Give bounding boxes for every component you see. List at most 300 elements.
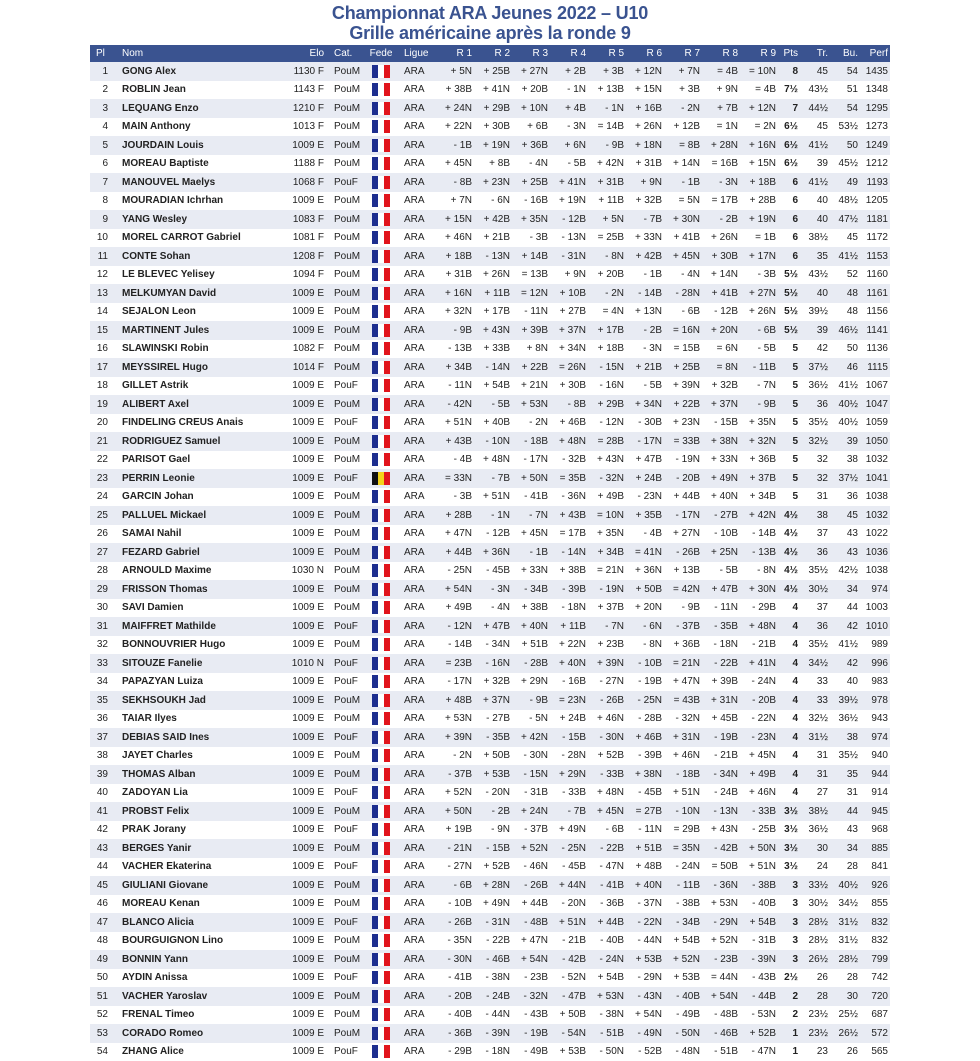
cell-player-name[interactable]: PAPAZYAN Luiza bbox=[122, 676, 203, 688]
cell-points: 4½ bbox=[784, 565, 798, 577]
table-row[interactable] bbox=[90, 488, 890, 507]
cell-round-2: + 41N bbox=[483, 84, 510, 96]
cell-player-name[interactable]: SEKHSOUKH Jad bbox=[122, 694, 206, 706]
cell-round-1: - 41B bbox=[448, 972, 472, 984]
cell-player-name[interactable]: MELKUMYAN David bbox=[122, 287, 217, 299]
cell-round-9: + 50N bbox=[749, 842, 776, 854]
table-row[interactable] bbox=[90, 747, 890, 766]
cell-tiebreak-tr: 24 bbox=[816, 861, 828, 873]
table-header-row bbox=[90, 45, 890, 62]
cell-round-3: - 15N bbox=[523, 768, 548, 780]
cell-player-name[interactable]: BOURGUIGNON Lino bbox=[122, 935, 224, 947]
cell-round-5: - 51B bbox=[600, 1027, 624, 1039]
cell-points: 4½ bbox=[784, 509, 798, 521]
cell-elo: 1009 E bbox=[292, 805, 324, 817]
col-header-r9[interactable]: R 9 bbox=[760, 48, 776, 59]
table-row[interactable] bbox=[90, 303, 890, 322]
cell-player-name[interactable]: CORADO Romeo bbox=[122, 1027, 204, 1039]
cell-round-7: = 15B bbox=[673, 343, 700, 355]
cell-player-name[interactable]: SEJALON Leon bbox=[122, 306, 196, 318]
cell-league: ARA bbox=[404, 565, 425, 577]
table-row[interactable] bbox=[90, 1024, 890, 1043]
col-header-nom[interactable]: Nom bbox=[122, 48, 144, 59]
cell-federation bbox=[366, 284, 396, 303]
cell-place: 33 bbox=[96, 657, 108, 669]
cell-tiebreak-tr: 44½ bbox=[808, 102, 828, 114]
cell-round-7: - 1B bbox=[681, 176, 700, 188]
cell-round-2: + 11B bbox=[484, 287, 510, 299]
col-header-perf[interactable]: Perf bbox=[869, 48, 888, 59]
cell-player-name[interactable]: PARISOT Gael bbox=[122, 454, 191, 466]
table-row[interactable] bbox=[90, 599, 890, 618]
cell-round-4: = 26N bbox=[559, 361, 586, 373]
cell-player-name[interactable]: ZHANG Alice bbox=[122, 1046, 184, 1058]
cell-federation bbox=[366, 747, 396, 766]
cell-place: 23 bbox=[96, 472, 108, 484]
cell-round-2: + 33B bbox=[483, 343, 510, 355]
table-row[interactable] bbox=[90, 932, 890, 951]
cell-round-5: + 52B bbox=[597, 750, 624, 762]
france-flag-icon bbox=[372, 805, 390, 818]
cell-league: ARA bbox=[404, 602, 425, 614]
cell-category: PouM bbox=[334, 528, 361, 540]
cell-elo: 1009 E bbox=[292, 898, 324, 910]
flag-stripe bbox=[384, 564, 390, 577]
table-row[interactable] bbox=[90, 673, 890, 692]
cell-round-1: + 53N bbox=[445, 713, 472, 725]
table-row[interactable] bbox=[90, 1006, 890, 1025]
cell-player-name[interactable]: TAIAR Ilyes bbox=[122, 713, 177, 725]
col-header-bu[interactable]: Bu. bbox=[842, 48, 858, 59]
table-row[interactable] bbox=[90, 895, 890, 914]
cell-place: 39 bbox=[96, 768, 108, 780]
cell-player-name[interactable]: MEYSSIREL Hugo bbox=[122, 361, 208, 373]
cell-league: ARA bbox=[404, 306, 425, 318]
table-row[interactable] bbox=[90, 358, 890, 377]
table-row[interactable] bbox=[90, 654, 890, 673]
table-row[interactable] bbox=[90, 414, 890, 433]
cell-player-name[interactable]: GILLET Astrik bbox=[122, 380, 189, 392]
cell-round-5: - 27N bbox=[599, 676, 624, 688]
cell-round-9: - 25B bbox=[752, 824, 776, 836]
cell-player-name[interactable]: MOREL CARROT Gabriel bbox=[122, 232, 241, 244]
cell-performance: 1115 bbox=[867, 361, 888, 373]
flag-stripe bbox=[384, 657, 390, 670]
cell-player-name[interactable]: PERRIN Leonie bbox=[122, 472, 195, 484]
cell-round-7: + 44B bbox=[673, 491, 700, 503]
flag-stripe bbox=[384, 194, 390, 207]
cell-round-3: - 49B bbox=[524, 1046, 548, 1058]
cell-player-name[interactable]: LEQUANG Enzo bbox=[122, 102, 199, 114]
cell-player-name[interactable]: VACHER Yaroslav bbox=[122, 990, 208, 1002]
cell-player-name[interactable]: BLANCO Alicia bbox=[122, 916, 194, 928]
cell-round-1: - 11N bbox=[448, 380, 472, 392]
table-row[interactable] bbox=[90, 784, 890, 803]
table-row[interactable] bbox=[90, 136, 890, 155]
cell-round-1: + 39N bbox=[445, 731, 472, 743]
cell-round-2: + 23N bbox=[483, 176, 510, 188]
cell-round-7: + 25B bbox=[673, 361, 700, 373]
france-flag-icon bbox=[372, 842, 390, 855]
cell-performance: 885 bbox=[871, 842, 888, 854]
cell-player-name[interactable]: MOREAU Kenan bbox=[122, 898, 200, 910]
col-header-r1[interactable]: R 1 bbox=[456, 48, 472, 59]
cell-round-3: + 45N bbox=[521, 528, 548, 540]
table-row[interactable] bbox=[90, 691, 890, 710]
cell-league: ARA bbox=[404, 491, 425, 503]
table-row[interactable] bbox=[90, 340, 890, 359]
table-row[interactable] bbox=[90, 913, 890, 932]
cell-points: 4 bbox=[792, 750, 798, 762]
table-row[interactable] bbox=[90, 821, 890, 840]
cell-league: ARA bbox=[404, 713, 425, 725]
cell-place: 52 bbox=[96, 1009, 108, 1021]
cell-round-9: + 49B bbox=[749, 768, 776, 780]
cell-round-2: - 9N bbox=[491, 824, 510, 836]
cell-round-4: - 32B bbox=[562, 454, 586, 466]
france-flag-icon bbox=[372, 1045, 390, 1058]
cell-player-name[interactable]: VACHER Ekaterina bbox=[122, 861, 212, 873]
cell-tiebreak-tr: 30½ bbox=[808, 583, 828, 595]
table-row[interactable] bbox=[90, 710, 890, 729]
cell-tiebreak-tr: 31 bbox=[816, 491, 828, 503]
cell-round-2: - 27B bbox=[486, 713, 510, 725]
col-header-r3[interactable]: R 3 bbox=[532, 48, 548, 59]
table-row[interactable] bbox=[90, 247, 890, 266]
cell-player-name[interactable]: PALLUEL Mickael bbox=[122, 509, 207, 521]
cell-points: 4 bbox=[792, 731, 798, 743]
cell-player-name[interactable]: BONNOUVRIER Hugo bbox=[122, 639, 226, 651]
cell-round-8: + 32B bbox=[711, 380, 738, 392]
table-row[interactable] bbox=[90, 802, 890, 821]
france-flag-icon bbox=[372, 916, 390, 929]
table-row[interactable] bbox=[90, 987, 890, 1006]
cell-performance: 974 bbox=[871, 583, 888, 595]
table-row[interactable] bbox=[90, 284, 890, 303]
table-row[interactable] bbox=[90, 765, 890, 784]
cell-round-8: + 28N bbox=[711, 139, 738, 151]
table-row[interactable] bbox=[90, 950, 890, 969]
cell-federation bbox=[366, 913, 396, 932]
cell-performance: 1041 bbox=[865, 472, 888, 484]
cell-round-7: - 40B bbox=[676, 990, 700, 1002]
flag-stripe bbox=[384, 934, 390, 947]
cell-tiebreak-tr: 23½ bbox=[808, 1027, 828, 1039]
cell-round-9: + 54B bbox=[749, 916, 776, 928]
table-row[interactable] bbox=[90, 229, 890, 248]
cell-round-6: - 23N bbox=[637, 491, 662, 503]
cell-round-2: - 18N bbox=[485, 1046, 510, 1058]
cell-federation bbox=[366, 1043, 396, 1061]
cell-player-name[interactable]: ROBLIN Jean bbox=[122, 84, 186, 96]
cell-league: ARA bbox=[404, 528, 425, 540]
cell-player-name[interactable]: THOMAS Alban bbox=[122, 768, 196, 780]
cell-player-name[interactable]: FRENAL Timeo bbox=[122, 1009, 195, 1021]
cell-round-5: - 19N bbox=[599, 583, 624, 595]
table-row[interactable] bbox=[90, 876, 890, 895]
col-header-r4[interactable]: R 4 bbox=[570, 48, 586, 59]
cell-round-5: + 45N bbox=[597, 805, 624, 817]
cell-league: ARA bbox=[404, 879, 425, 891]
cell-round-8: + 14N bbox=[711, 269, 738, 281]
cell-round-3: - 28B bbox=[524, 657, 548, 669]
cell-player-name[interactable]: DEBIAS SAID Ines bbox=[122, 731, 210, 743]
cell-round-9: = 1B bbox=[755, 232, 776, 244]
flag-stripe bbox=[384, 583, 390, 596]
cell-player-name[interactable]: CONTE Sohan bbox=[122, 250, 191, 262]
table-row[interactable] bbox=[90, 395, 890, 414]
page-header bbox=[0, 0, 980, 43]
table-row[interactable] bbox=[90, 377, 890, 396]
cell-round-9: = 4B bbox=[755, 84, 776, 96]
cell-player-name[interactable]: FRISSON Thomas bbox=[122, 583, 208, 595]
cell-points: 8 bbox=[792, 65, 798, 77]
cell-round-5: + 46N bbox=[597, 713, 624, 725]
cell-category: PouM bbox=[334, 398, 361, 410]
table-row[interactable] bbox=[90, 432, 890, 451]
cell-federation bbox=[366, 728, 396, 747]
col-header-r7[interactable]: R 7 bbox=[684, 48, 700, 59]
cell-place: 12 bbox=[96, 269, 108, 281]
cell-federation bbox=[366, 266, 396, 285]
cell-player-name[interactable]: JOURDAIN Louis bbox=[122, 139, 204, 151]
cell-player-name[interactable]: ZADOYAN Lia bbox=[122, 787, 188, 799]
table-row[interactable] bbox=[90, 1043, 890, 1061]
cell-round-6: + 38N bbox=[635, 768, 662, 780]
flag-stripe bbox=[384, 879, 390, 892]
cell-round-8: - 19B bbox=[714, 731, 738, 743]
france-flag-icon bbox=[372, 379, 390, 392]
col-header-r5[interactable]: R 5 bbox=[608, 48, 624, 59]
cell-player-name[interactable]: MAIFFRET Mathilde bbox=[122, 620, 216, 632]
cell-round-7: + 27N bbox=[673, 528, 700, 540]
cell-player-name[interactable]: JAYET Charles bbox=[122, 750, 193, 762]
col-header-pl[interactable]: Pl bbox=[96, 48, 105, 59]
cell-tiebreak-bu: 37½ bbox=[838, 472, 858, 484]
table-row[interactable] bbox=[90, 62, 890, 81]
cell-round-3: + 39B bbox=[521, 324, 548, 336]
table-row[interactable] bbox=[90, 506, 890, 525]
table-row[interactable] bbox=[90, 969, 890, 988]
cell-round-2: - 20N bbox=[485, 787, 510, 799]
cell-round-6: + 15N bbox=[635, 84, 662, 96]
cell-player-name[interactable]: GARCIN Johan bbox=[122, 491, 194, 503]
cell-player-name[interactable]: GIULIANI Giovane bbox=[122, 879, 209, 891]
table-row[interactable] bbox=[90, 99, 890, 118]
cell-round-1: + 18B bbox=[445, 250, 472, 262]
cell-player-name[interactable]: ARNOULD Maxime bbox=[122, 565, 212, 577]
cell-round-6: - 17N bbox=[637, 435, 662, 447]
cell-league: ARA bbox=[404, 1027, 425, 1039]
cell-round-1: - 6B bbox=[453, 879, 472, 891]
cell-round-6: - 29N bbox=[637, 972, 662, 984]
cell-player-name[interactable]: GONG Alex bbox=[122, 65, 177, 77]
table-row[interactable] bbox=[90, 266, 890, 285]
cell-round-4: + 41N bbox=[559, 176, 586, 188]
cell-player-name[interactable]: MOREAU Baptiste bbox=[122, 158, 209, 170]
cell-round-4: - 54N bbox=[561, 1027, 586, 1039]
cell-category: PouM bbox=[334, 250, 361, 262]
cell-player-name[interactable]: ALIBERT Axel bbox=[122, 398, 189, 410]
cell-elo: 1009 E bbox=[292, 454, 324, 466]
table-row[interactable] bbox=[90, 636, 890, 655]
flag-stripe bbox=[384, 620, 390, 633]
cell-tiebreak-tr: 28 bbox=[816, 990, 828, 1002]
cell-federation bbox=[366, 895, 396, 914]
table-row[interactable] bbox=[90, 543, 890, 562]
cell-points: 3½ bbox=[784, 861, 798, 873]
flag-stripe bbox=[384, 768, 390, 781]
table-row[interactable] bbox=[90, 469, 890, 488]
cell-performance: 1156 bbox=[866, 306, 888, 318]
cell-league: ARA bbox=[404, 842, 425, 854]
cell-points: 5 bbox=[792, 435, 798, 447]
table-row[interactable] bbox=[90, 451, 890, 470]
table-row[interactable] bbox=[90, 155, 890, 174]
cell-round-3: + 6B bbox=[527, 121, 548, 133]
col-header-cat[interactable]: Cat. bbox=[334, 48, 353, 59]
cell-category: PouM bbox=[334, 639, 361, 651]
cell-player-name[interactable]: AYDIN Anissa bbox=[122, 972, 188, 984]
cell-tiebreak-tr: 34½ bbox=[808, 657, 828, 669]
cell-round-9: - 9B bbox=[757, 398, 776, 410]
cell-player-name[interactable]: PROBST Felix bbox=[122, 805, 190, 817]
cell-points: 5½ bbox=[784, 306, 798, 318]
cell-round-5: + 53N bbox=[597, 990, 624, 1002]
cell-tiebreak-bu: 43 bbox=[846, 528, 858, 540]
cell-points: 5½ bbox=[784, 324, 798, 336]
cell-player-name[interactable]: BONNIN Yann bbox=[122, 953, 188, 965]
cell-tiebreak-tr: 30 bbox=[816, 842, 828, 854]
flag-stripe bbox=[384, 786, 390, 799]
cell-player-name[interactable]: RODRIGUEZ Samuel bbox=[122, 435, 221, 447]
cell-player-name[interactable]: PRAK Jorany bbox=[122, 824, 186, 836]
cell-points: 4 bbox=[792, 620, 798, 632]
cell-points: 7½ bbox=[784, 84, 798, 96]
cell-round-7: - 28N bbox=[675, 287, 700, 299]
col-header-r2[interactable]: R 2 bbox=[494, 48, 510, 59]
cell-tiebreak-bu: 41½ bbox=[838, 639, 858, 651]
cell-league: ARA bbox=[404, 620, 425, 632]
table-row[interactable] bbox=[90, 321, 890, 340]
cell-round-1: - 2N bbox=[453, 750, 472, 762]
cell-place: 10 bbox=[96, 232, 108, 244]
cell-round-3: + 10N bbox=[521, 102, 548, 114]
cell-points: 5 bbox=[792, 472, 798, 484]
cell-player-name[interactable]: SAVI Damien bbox=[122, 602, 184, 614]
cell-elo: 1083 F bbox=[292, 213, 324, 225]
cell-league: ARA bbox=[404, 232, 425, 244]
cell-tiebreak-tr: 36½ bbox=[808, 380, 828, 392]
cell-round-6: + 33N bbox=[635, 232, 662, 244]
cell-elo: 1009 E bbox=[292, 1046, 324, 1058]
cell-player-name[interactable]: BERGES Yanir bbox=[122, 842, 192, 854]
cell-round-6: - 6N bbox=[643, 620, 662, 632]
cell-round-6: - 19B bbox=[638, 676, 662, 688]
cell-place: 21 bbox=[96, 435, 108, 447]
col-header-r8[interactable]: R 8 bbox=[722, 48, 738, 59]
table-row[interactable] bbox=[90, 210, 890, 229]
cell-tiebreak-tr: 38½ bbox=[808, 232, 828, 244]
table-row[interactable] bbox=[90, 562, 890, 581]
col-header-tr[interactable]: Tr. bbox=[816, 48, 828, 59]
cell-player-name[interactable]: MAIN Anthony bbox=[122, 121, 191, 133]
cell-round-9: + 37B bbox=[749, 472, 776, 484]
cell-player-name[interactable]: MOURADIAN Ichrhan bbox=[122, 195, 224, 207]
cell-round-5: = 28B bbox=[597, 435, 624, 447]
cell-player-name[interactable]: SAMAI Nahil bbox=[122, 528, 182, 540]
cell-round-8: - 46B bbox=[714, 1027, 738, 1039]
cell-player-name[interactable]: FEZARD Gabriel bbox=[122, 546, 200, 558]
cell-round-1: + 31B bbox=[445, 269, 472, 281]
cell-round-5: + 54B bbox=[597, 972, 624, 984]
col-header-pts[interactable]: Pts bbox=[783, 48, 798, 59]
cell-round-3: - 16B bbox=[524, 195, 548, 207]
cell-round-6: - 3N bbox=[643, 343, 662, 355]
flag-stripe bbox=[384, 860, 390, 873]
cell-round-8: - 5B bbox=[719, 565, 738, 577]
table-row[interactable] bbox=[90, 173, 890, 192]
table-row[interactable] bbox=[90, 118, 890, 137]
col-header-ligue[interactable]: Ligue bbox=[404, 48, 429, 59]
cell-round-3: + 52N bbox=[521, 842, 548, 854]
cell-federation bbox=[366, 876, 396, 895]
table-row[interactable] bbox=[90, 728, 890, 747]
cell-round-2: - 14N bbox=[485, 361, 510, 373]
cell-player-name[interactable]: SITOUZE Fanelie bbox=[122, 657, 203, 669]
cell-round-6: - 52B bbox=[638, 1046, 662, 1058]
cell-player-name[interactable]: SLAWINSKI Robin bbox=[122, 343, 209, 355]
cell-round-8: = 16B bbox=[711, 158, 738, 170]
cell-player-name[interactable]: LE BLEVEC Yelisey bbox=[122, 269, 215, 281]
france-flag-icon bbox=[372, 786, 390, 799]
cell-player-name[interactable]: MARTINENT Jules bbox=[122, 324, 210, 336]
table-row[interactable] bbox=[90, 81, 890, 100]
col-header-elo[interactable]: Elo bbox=[309, 48, 324, 59]
table-row[interactable] bbox=[90, 525, 890, 544]
cell-player-name[interactable]: MANOUVEL Maelys bbox=[122, 176, 216, 188]
cell-round-2: - 7B bbox=[491, 472, 510, 484]
cell-round-9: + 18B bbox=[749, 176, 776, 188]
cell-round-6: + 31B bbox=[635, 158, 662, 170]
table-row[interactable] bbox=[90, 858, 890, 877]
cell-category: PouM bbox=[334, 898, 361, 910]
cell-round-5: - 12N bbox=[599, 417, 624, 429]
table-row[interactable] bbox=[90, 580, 890, 599]
cell-round-2: - 10N bbox=[485, 435, 510, 447]
cell-player-name[interactable]: YANG Wesley bbox=[122, 213, 188, 225]
cell-round-6: + 24B bbox=[635, 472, 662, 484]
table-row[interactable] bbox=[90, 192, 890, 211]
cell-category: PouM bbox=[334, 361, 361, 373]
cell-place: 20 bbox=[96, 417, 108, 429]
table-row[interactable] bbox=[90, 617, 890, 636]
cell-player-name[interactable]: FINDELING CREUS Anais bbox=[122, 417, 244, 429]
cell-round-5: - 50N bbox=[599, 1046, 624, 1058]
cell-round-5: - 6B bbox=[605, 824, 624, 836]
table-row[interactable] bbox=[90, 839, 890, 858]
cell-round-7: - 24N bbox=[675, 861, 700, 873]
cell-round-5: - 33B bbox=[600, 768, 624, 780]
france-flag-icon bbox=[372, 694, 390, 707]
col-header-r6[interactable]: R 6 bbox=[646, 48, 662, 59]
cell-round-7: + 54B bbox=[673, 935, 700, 947]
france-flag-icon bbox=[372, 83, 390, 96]
col-header-fede[interactable]: Fede bbox=[369, 48, 393, 59]
france-flag-icon bbox=[372, 731, 390, 744]
cell-tiebreak-bu: 36½ bbox=[838, 713, 858, 725]
cell-round-2: + 36N bbox=[483, 546, 510, 558]
